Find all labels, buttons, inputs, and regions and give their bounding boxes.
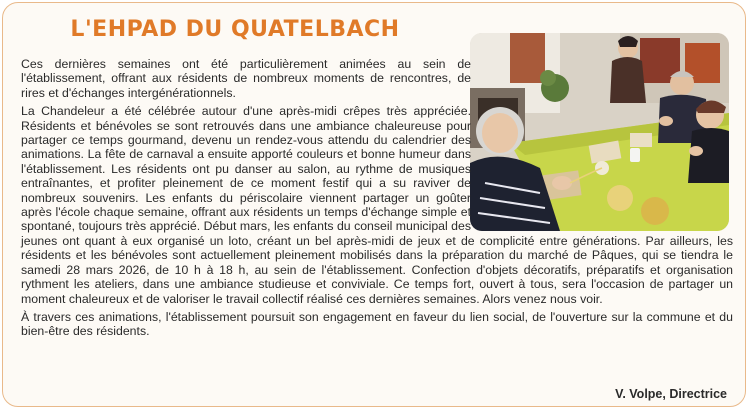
article-card [2, 2, 746, 407]
signature: V. Volpe, Directrice [615, 387, 727, 401]
article-title: L'EHPAD DU QUATELBACH [70, 17, 400, 42]
article-body [21, 57, 733, 343]
paragraph-main: La Chandeleur a été célébrée autour d'une après-midi crêpes très appréciée. Résidents et bénévoles se sont retrouvés dans une ambiance chaleureuse pour partager ce temps gourmand, devenu un rendez-vous attendu du calendrier des animations. La fête de carnaval a ensuite apporté couleurs et bonne humeur dans l'établissement. Les résidents ont pu danser au salon, au rythme de musiques entraînantes, et profiter pleinement de ce moment festif qui a su raviver de nombreux souvenirs. Les enfants du périscolaire viennent partager un goûter après l'école chaque semaine, offrant aux résidents un temps d'échange simple et spontané, toujours très apprécié. Début mars, les enfants du conseil municipal des jeunes ont quant à eux organisé un loto, créant un bel après-midi de jeux et de complicité entre générations. Par ailleurs, les résidents et les bénévoles sont actuellement pleinement mobilisés dans la préparation du marché de Pâques, qui se tiendra le samedi 28 mars 2026, de 10 h à 18 h, au sein de l'établissement. Confection d'objets décoratifs, préparatifs et organisation rythment les ateliers, dans une ambiance studieuse et conviviale. Ce temps fort, ouvert à tous, sera l'occasion de partager un moment chaleureux et de valoriser le travail collectif réalisé ces dernières semaines. Alors venez nous voir. [21, 104, 733, 306]
photo-space [471, 57, 733, 233]
paragraph-intro: Ces dernières semaines ont été particulièrement animées au sein de l'établissement, offrant aux résidents de nombreux moments de rencontres, de rires et d'échanges intergénérationnels. [21, 57, 471, 100]
paragraph-closing: À travers ces animations, l'établissement poursuit son engagement en faveur du lien social, de l'ouverture sur la commune et du bien-être des résidents. [21, 309, 733, 339]
